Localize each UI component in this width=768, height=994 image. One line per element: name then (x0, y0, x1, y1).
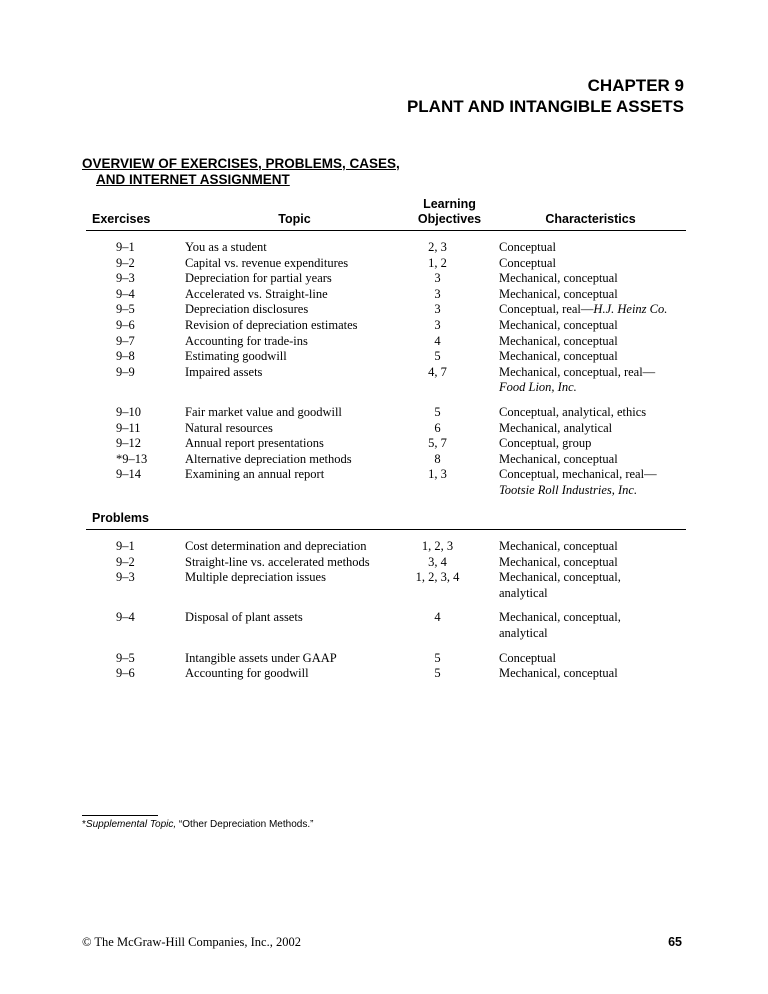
row-learning-objectives-cell-text: 3 (434, 271, 441, 286)
row-learning-objectives-cell-text: 1, 2, 3, 4 (415, 570, 460, 585)
table-row (86, 467, 686, 498)
table-row (86, 302, 686, 318)
chapter-number: CHAPTER 9 (587, 76, 684, 95)
row-characteristics-cell (495, 334, 686, 350)
row-learning-objectives-cell-text: 5 (434, 349, 441, 364)
row-characteristics-cell-text: Mechanical, conceptual (499, 333, 618, 348)
row-topic-cell (185, 570, 404, 601)
row-characteristics-cell-text: Mechanical, conceptual (499, 666, 618, 681)
row-characteristics-cell (495, 256, 686, 272)
table-row (86, 452, 686, 468)
row-topic-cell-text: Accounting for goodwill (185, 666, 309, 681)
table-row (86, 555, 686, 571)
problems-column-header: Problems (86, 511, 185, 530)
row-characteristics-cell (495, 570, 686, 601)
row-characteristics-cell (495, 467, 686, 498)
table-row (86, 231, 686, 256)
row-topic-cell-text: Accelerated vs. Straight-line (185, 286, 328, 301)
copyright-notice: © The McGraw-Hill Companies, Inc., 2002 (82, 935, 301, 949)
row-id-cell (86, 436, 185, 452)
row-learning-objectives-cell (404, 231, 495, 256)
row-characteristics-cell (495, 287, 686, 303)
row-id-cell (86, 396, 185, 421)
learning-objectives-header-line2: Objectives (417, 212, 482, 226)
row-topic-cell (185, 271, 404, 287)
table-row (86, 530, 686, 555)
overview-heading-line1: OVERVIEW OF EXERCISES, PROBLEMS, CASES, (82, 156, 400, 171)
row-characteristics-cell (495, 530, 686, 555)
row-characteristics-cell-text: Conceptual, analytical, ethics (499, 404, 647, 419)
row-id-cell (86, 666, 185, 682)
row-learning-objectives-cell (404, 365, 495, 396)
row-id-cell-text: 9–11 (116, 420, 141, 435)
row-id-cell-text: 9–1 (116, 539, 135, 553)
row-learning-objectives-cell-text: 8 (434, 451, 441, 466)
row-characteristics-cell (495, 271, 686, 287)
chapter-heading (407, 75, 684, 117)
row-learning-objectives-cell (404, 666, 495, 682)
row-learning-objectives-cell (404, 349, 495, 365)
table-row (86, 287, 686, 303)
row-learning-objectives-cell-text: 4 (434, 333, 441, 348)
row-characteristics-cell-text: Conceptual (499, 650, 556, 665)
row-topic-cell (185, 601, 404, 641)
row-learning-objectives-cell-text: 1, 3 (428, 467, 447, 482)
row-learning-objectives-cell (404, 436, 495, 452)
table-row (86, 256, 686, 272)
row-learning-objectives-cell (404, 396, 495, 421)
row-characteristics-cell (495, 642, 686, 667)
overview-heading (82, 156, 400, 188)
row-topic-cell (185, 555, 404, 571)
row-characteristics-cell-text: Mechanical, conceptual (499, 271, 618, 286)
row-characteristics-cell-text: Conceptual, real— (499, 302, 594, 317)
row-learning-objectives-cell-text: 5 (434, 666, 441, 681)
row-learning-objectives-cell-text: 3 (434, 302, 441, 317)
row-id-cell-text: 9–4 (116, 286, 135, 301)
row-learning-objectives-cell (404, 287, 495, 303)
row-id-cell-text: 9–3 (116, 271, 135, 286)
table-row (86, 349, 686, 365)
row-id-cell-text: 9–7 (116, 333, 135, 348)
row-id-cell-text: 9–8 (116, 349, 135, 364)
row-learning-objectives-cell (404, 601, 495, 641)
exercises-body (86, 231, 686, 499)
row-characteristics-cell (495, 349, 686, 365)
learning-objectives-header-line1: Learning (423, 197, 476, 211)
row-learning-objectives-cell (404, 530, 495, 555)
row-characteristics-italic-text: H.J. Heinz Co. (593, 302, 668, 317)
table-row (86, 396, 686, 421)
row-topic-cell (185, 436, 404, 452)
problems-header-spacer (495, 511, 686, 530)
row-characteristics-cell (495, 452, 686, 468)
row-id-cell-text: 9–3 (116, 570, 135, 585)
row-learning-objectives-cell-text: 2, 3 (428, 240, 447, 254)
footnote-marker: * (82, 819, 86, 830)
row-topic-cell-text: Fair market value and goodwill (185, 404, 342, 419)
row-topic-cell (185, 302, 404, 318)
row-characteristics-cell-text: Conceptual, group (499, 436, 592, 451)
row-topic-cell (185, 421, 404, 437)
row-id-cell (86, 302, 185, 318)
row-topic-cell-text: Natural resources (185, 420, 273, 435)
row-topic-cell-text: Depreciation for partial years (185, 271, 332, 286)
row-characteristics-cell-text: Mechanical, conceptual, (499, 570, 621, 585)
row-topic-cell (185, 349, 404, 365)
row-characteristics-cell-text: Mechanical, conceptual (499, 317, 618, 332)
row-characteristics-cell (495, 302, 686, 318)
row-learning-objectives-cell (404, 302, 495, 318)
row-characteristics-continuation: Tootsie Roll Industries, Inc. (499, 482, 638, 497)
row-learning-objectives-cell (404, 318, 495, 334)
row-topic-cell-text: Alternative depreciation methods (185, 451, 352, 466)
row-learning-objectives-cell-text: 4, 7 (428, 364, 447, 379)
footnote-divider (82, 815, 158, 816)
row-id-cell-text: 9–6 (116, 317, 135, 332)
chapter-title: PLANT AND INTANGIBLE ASSETS (406, 97, 684, 116)
row-characteristics-cell-text: Mechanical, analytical (499, 420, 613, 435)
row-topic-cell-text: Cost determination and depreciation (185, 539, 367, 553)
row-topic-cell-text: Revision of depreciation estimates (185, 317, 358, 332)
row-id-cell (86, 452, 185, 468)
row-id-cell-text: 9–4 (116, 610, 135, 625)
row-characteristics-cell-text: Mechanical, conceptual (499, 349, 618, 364)
row-topic-cell (185, 530, 404, 555)
row-topic-cell (185, 287, 404, 303)
row-id-cell-text: *9–13 (116, 451, 148, 466)
row-topic-cell-text: Impaired assets (185, 364, 263, 379)
row-characteristics-cell-text: Mechanical, conceptual (499, 286, 618, 301)
row-id-cell (86, 256, 185, 272)
row-id-cell-text: 9–6 (116, 666, 135, 681)
row-topic-cell-text: Multiple depreciation issues (185, 570, 326, 585)
row-id-cell (86, 334, 185, 350)
problems-header-spacer (404, 511, 495, 530)
row-learning-objectives-cell (404, 570, 495, 601)
row-id-cell-text: 9–12 (116, 436, 141, 451)
row-learning-objectives-cell (404, 271, 495, 287)
exercises-column-header: Exercises (86, 197, 185, 231)
row-characteristics-cell (495, 365, 686, 396)
row-learning-objectives-cell-text: 6 (434, 420, 441, 435)
row-topic-cell-text: You as a student (185, 240, 267, 254)
row-topic-cell-text: Intangible assets under GAAP (185, 650, 337, 665)
exercises-header-row (86, 197, 686, 231)
row-learning-objectives-cell (404, 421, 495, 437)
row-learning-objectives-cell (404, 467, 495, 498)
row-id-cell-text: 9–9 (116, 364, 135, 379)
row-topic-cell (185, 365, 404, 396)
row-characteristics-cell-text: Conceptual (499, 255, 556, 270)
row-id-cell-text: 9–14 (116, 467, 141, 482)
table-row (86, 334, 686, 350)
row-characteristics-cell-text: Mechanical, conceptual, (499, 610, 621, 625)
row-topic-cell-text: Annual report presentations (185, 436, 324, 451)
row-characteristics-cell (495, 555, 686, 571)
table-row (86, 421, 686, 437)
row-topic-cell (185, 318, 404, 334)
row-learning-objectives-cell-text: 3 (434, 317, 441, 332)
footnote-text: “Other Depreciation Methods.” (176, 819, 314, 830)
row-topic-cell (185, 642, 404, 667)
overview-heading-line2: AND INTERNET ASSIGNMENT (96, 172, 290, 187)
row-id-cell-text: 9–5 (116, 302, 135, 317)
row-learning-objectives-cell-text: 1, 2 (428, 255, 447, 270)
row-topic-cell-text: Straight-line vs. accelerated methods (185, 554, 370, 569)
row-learning-objectives-cell-text: 3, 4 (428, 554, 447, 569)
footnote (82, 819, 313, 830)
row-id-cell (86, 530, 185, 555)
row-characteristics-continuation: analytical (499, 625, 548, 640)
row-topic-cell-text: Depreciation disclosures (185, 302, 309, 317)
row-topic-cell (185, 666, 404, 682)
row-topic-cell (185, 452, 404, 468)
row-learning-objectives-cell-text: 5 (434, 404, 441, 419)
table-row (86, 601, 686, 641)
row-id-cell-text: 9–5 (116, 650, 135, 665)
row-topic-cell-text: Examining an annual report (185, 467, 325, 482)
row-characteristics-continuation: analytical (499, 585, 548, 600)
row-characteristics-cell (495, 601, 686, 641)
row-id-cell (86, 287, 185, 303)
row-characteristics-cell-text: Mechanical, conceptual (499, 451, 618, 466)
row-topic-cell (185, 334, 404, 350)
footnote-italic-text: Supplemental Topic, (85, 819, 177, 830)
row-characteristics-cell (495, 318, 686, 334)
row-learning-objectives-cell (404, 555, 495, 571)
table-row (86, 570, 686, 601)
row-learning-objectives-cell-text: 1, 2, 3 (421, 539, 454, 553)
row-id-cell (86, 601, 185, 641)
row-learning-objectives-cell (404, 334, 495, 350)
page-number: 65 (668, 935, 682, 949)
row-id-cell-text: 9–1 (116, 240, 135, 254)
row-characteristics-cell-text: Mechanical, conceptual (499, 539, 618, 553)
row-characteristics-continuation: Food Lion, Inc. (499, 380, 577, 395)
topic-column-header: Topic (185, 197, 404, 231)
row-topic-cell-text: Disposal of plant assets (185, 610, 303, 625)
table-row (86, 642, 686, 667)
problems-table (86, 511, 686, 682)
row-topic-cell-text: Capital vs. revenue expenditures (185, 255, 349, 270)
row-id-cell (86, 318, 185, 334)
row-topic-cell (185, 231, 404, 256)
row-learning-objectives-cell-text: 4 (434, 610, 441, 625)
row-characteristics-cell (495, 421, 686, 437)
row-topic-cell (185, 256, 404, 272)
row-id-cell-text: 9–2 (116, 554, 135, 569)
row-id-cell (86, 349, 185, 365)
row-learning-objectives-cell (404, 452, 495, 468)
row-characteristics-cell-text: Mechanical, conceptual, real— (499, 364, 656, 379)
row-id-cell (86, 570, 185, 601)
problems-header-row (86, 511, 686, 530)
row-topic-cell (185, 396, 404, 421)
row-topic-cell-text: Estimating goodwill (185, 349, 287, 364)
exercises-table (86, 197, 686, 499)
row-characteristics-cell (495, 436, 686, 452)
table-row (86, 365, 686, 396)
problems-body (86, 530, 686, 682)
row-id-cell-text: 9–2 (116, 255, 135, 270)
problems-header-spacer (185, 511, 404, 530)
row-characteristics-cell (495, 231, 686, 256)
row-characteristics-cell-text: Conceptual (499, 240, 556, 254)
row-id-cell (86, 642, 185, 667)
row-characteristics-cell-text: Mechanical, conceptual (499, 554, 618, 569)
row-learning-objectives-cell-text: 5 (434, 650, 441, 665)
row-learning-objectives-cell (404, 642, 495, 667)
row-id-cell (86, 231, 185, 256)
table-row (86, 318, 686, 334)
row-learning-objectives-cell-text: 5, 7 (428, 436, 447, 451)
table-row (86, 666, 686, 682)
row-characteristics-cell-text: Conceptual, mechanical, real— (499, 467, 657, 482)
row-learning-objectives-cell (404, 256, 495, 272)
learning-objectives-column-header (404, 197, 495, 231)
row-topic-cell (185, 467, 404, 498)
row-id-cell (86, 271, 185, 287)
row-characteristics-cell (495, 666, 686, 682)
row-id-cell (86, 467, 185, 498)
row-id-cell-text: 9–10 (116, 404, 141, 419)
row-id-cell (86, 555, 185, 571)
row-characteristics-cell (495, 396, 686, 421)
row-learning-objectives-cell-text: 3 (434, 286, 441, 301)
table-row (86, 271, 686, 287)
table-row (86, 436, 686, 452)
row-id-cell (86, 421, 185, 437)
characteristics-column-header: Characteristics (495, 197, 686, 231)
row-id-cell (86, 365, 185, 396)
row-topic-cell-text: Accounting for trade-ins (185, 333, 308, 348)
